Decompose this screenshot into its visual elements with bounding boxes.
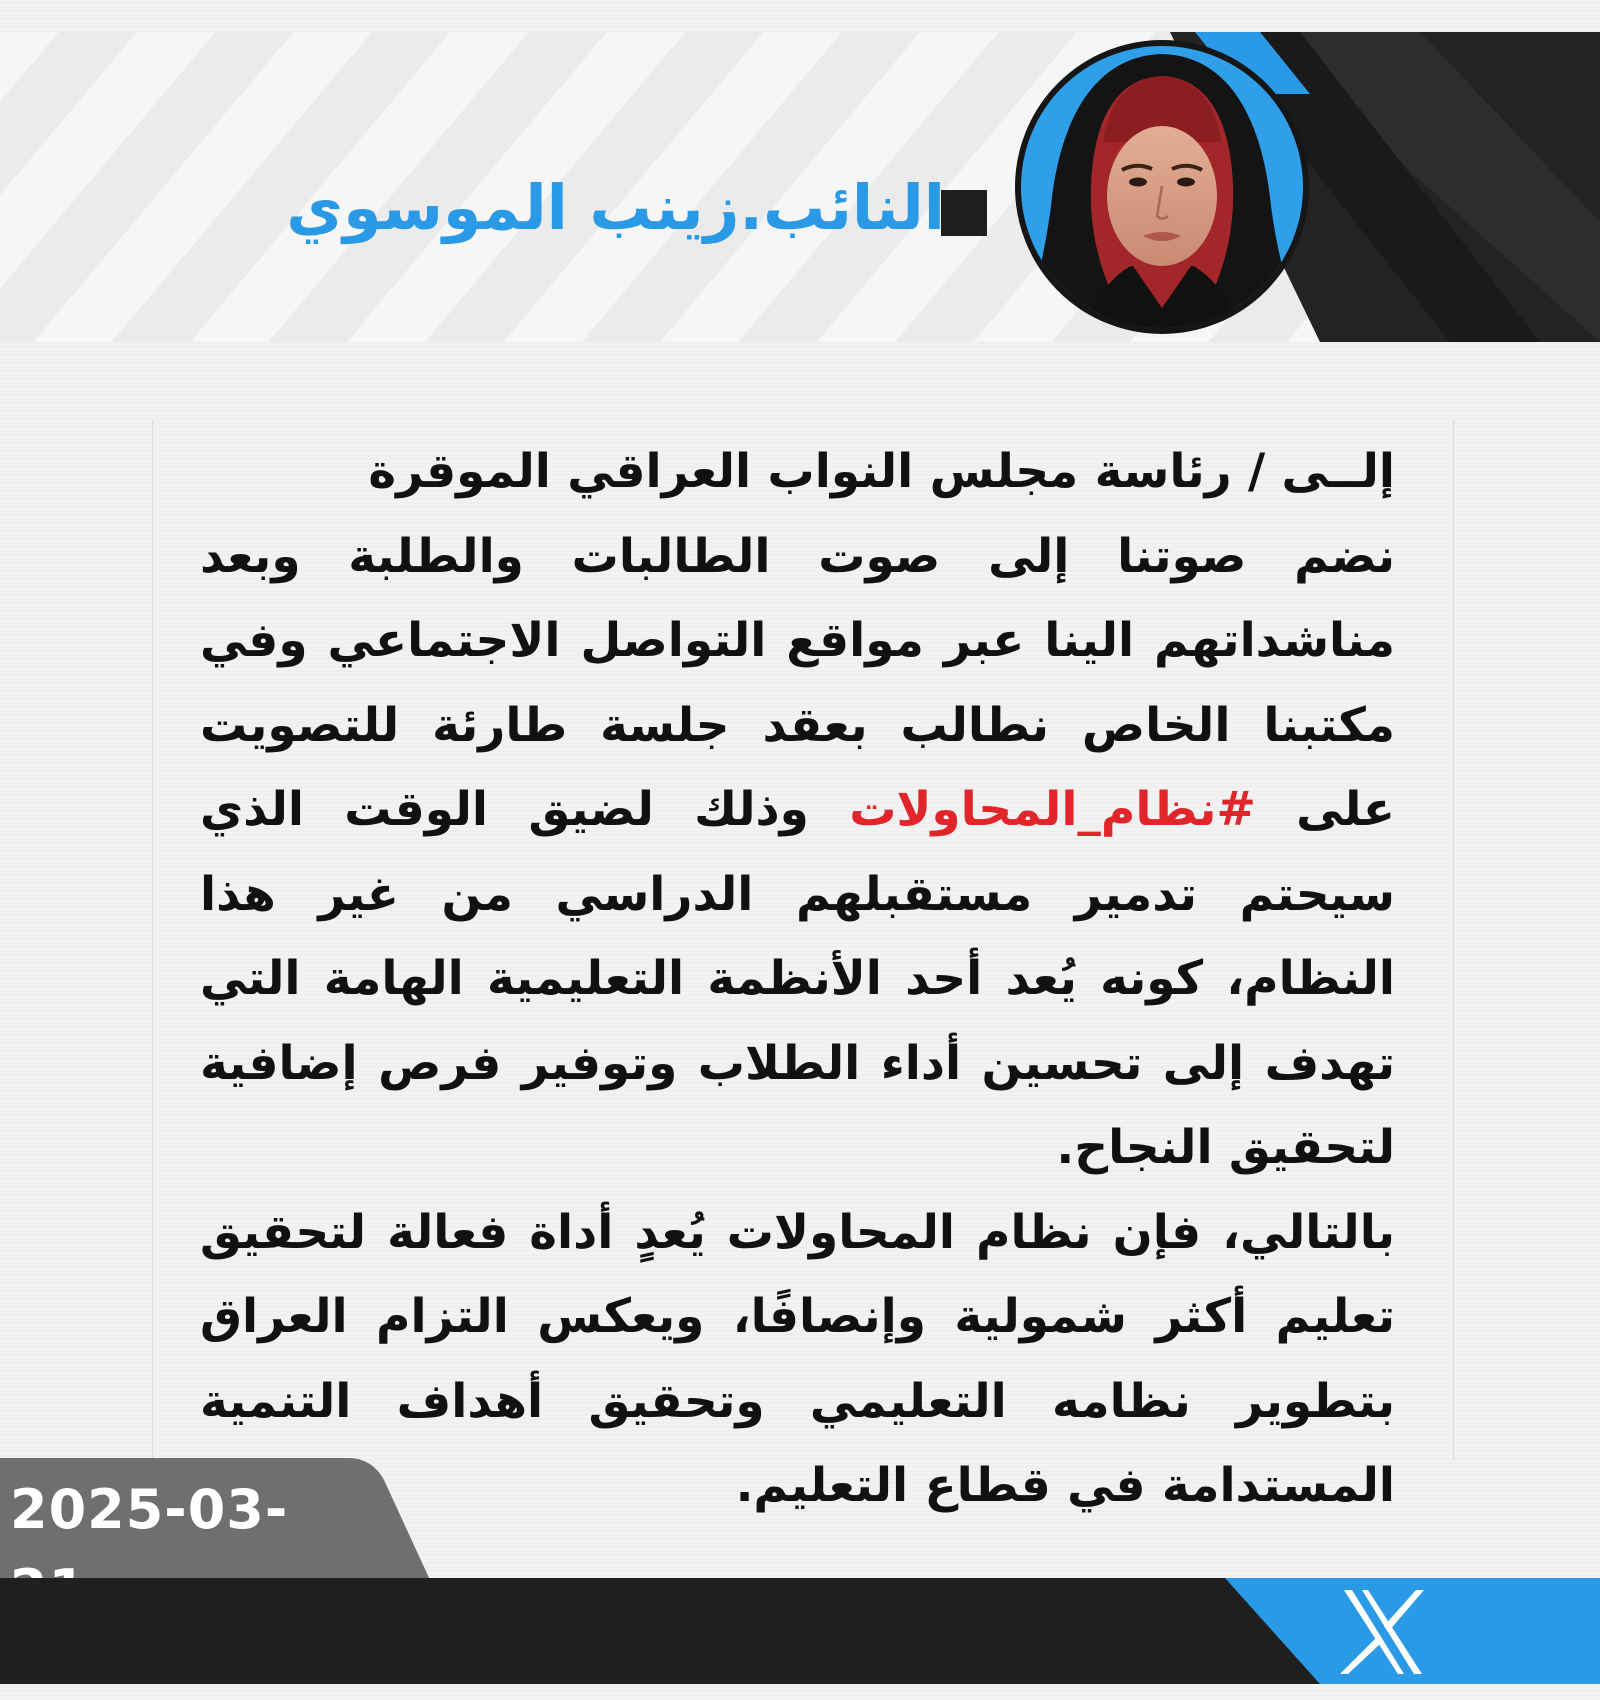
statement-body xyxy=(200,430,1395,1529)
hashtag-link[interactable]: #نظام_المحاولات xyxy=(849,782,1256,837)
name-square-marker xyxy=(941,190,987,236)
paragraph-1-text-start: نضم صوتنا إلى صوت الطالبات والطلبة وبعد مناشداتهم الينا عبر مواقع التواصل الاجتماعي وفي مكتبنا الخاص نطالب بعقد جلسة طارئة للتصويت على xyxy=(200,528,1395,837)
statement-paragraph-2: بالتالي، فإن نظام المحاولات يُعدٍ أداة فعالة لتحقيق تعليم أكثر شمولية وإنصافًا، ويعكس التزام العراق بتطوير نظامه التعليمي وتحقيق أهداف التنمية المستدامة في قطاع التعليم. xyxy=(200,1204,1395,1513)
addressee-line: إلــى / رئاسة مجلس النواب العراقي الموقرة xyxy=(368,444,1395,499)
portrait-image xyxy=(1021,46,1303,328)
x-logo-icon xyxy=(1332,1582,1432,1682)
avatar xyxy=(1015,40,1309,334)
page-title: النائب.زينب الموسوي xyxy=(286,171,945,244)
paragraph-1-text-end: وذلك لضيق الوقت الذي سيحتم تدمير مستقبلهم الدراسي من غير هذا النظام، كونه يُعد أحد الأنظمة التعليمية الهامة التي تهدف إلى تحسين أداء الطلاب وتوفير فرص إضافية لتحقيق النجاح. xyxy=(200,782,1395,1175)
statement-paragraph-1 xyxy=(200,515,1395,1191)
post-date: 2025-03- xyxy=(10,1478,289,1541)
